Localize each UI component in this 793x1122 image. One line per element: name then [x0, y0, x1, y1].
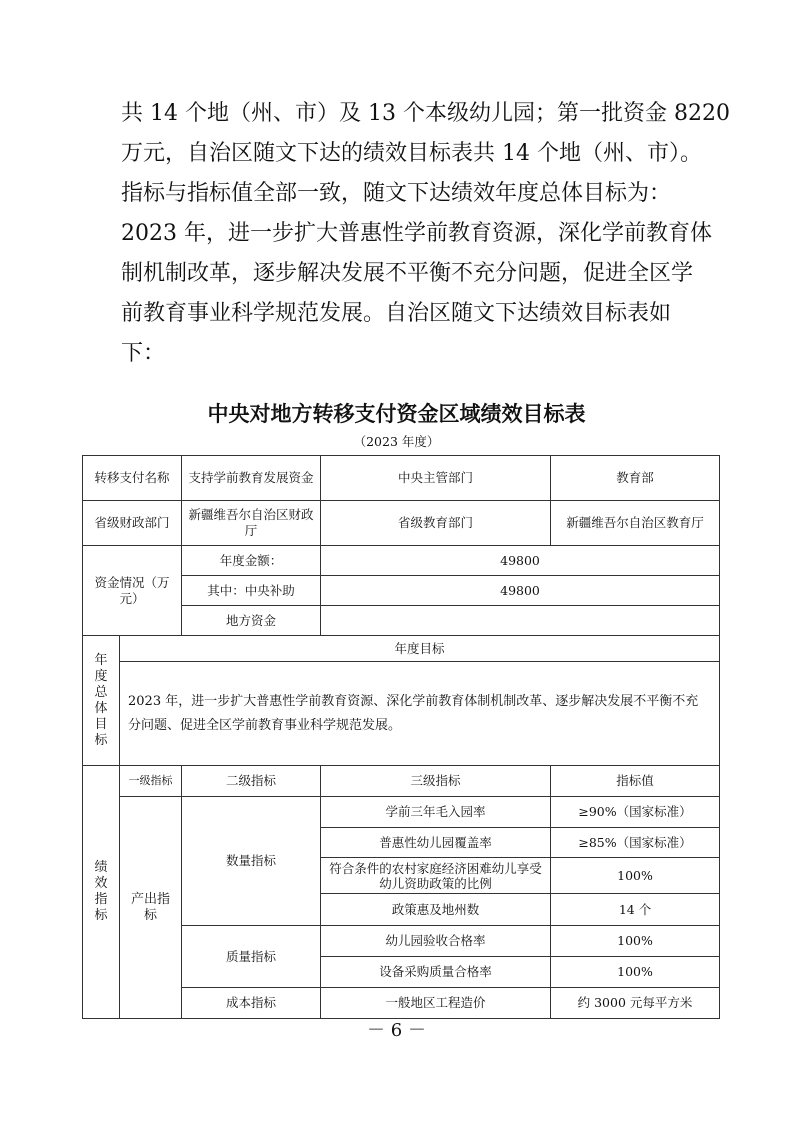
- transfer-name-value: 支持学前教育发展资金: [182, 456, 321, 501]
- performance-indicator-label: 绩 效 指 标: [83, 766, 120, 1019]
- page-number: － 6 －: [367, 1020, 426, 1041]
- annual-amount-value: 49800: [321, 546, 720, 576]
- prov-edu-value: 新疆维吾尔自治区教育厅: [551, 501, 720, 546]
- central-subsidy-value: 49800: [321, 576, 720, 606]
- col-level2-header: 二级指标: [182, 766, 321, 797]
- indicator-value: ≥85%（国家标准）: [551, 828, 720, 858]
- annual-goal-text: 2023 年，进一步扩大普惠性学前教育资源、深化学前教育体制机制改革、逐步解决发展不平衡不充分问题、促进全区学前教育事业科学规范发展。: [120, 662, 720, 766]
- indicator-name: 政策惠及地州数: [321, 894, 551, 926]
- indicator-value: 100%: [551, 926, 720, 957]
- indicator-name: 普惠性幼儿园覆盖率: [321, 828, 551, 858]
- paragraph-line: 万元，自治区随文下达的绩效目标表共 14 个地（州、市）。: [121, 141, 702, 166]
- central-dept-label: 中央主管部门: [321, 456, 551, 501]
- indicator-name: 一般地区工程造价: [321, 988, 551, 1019]
- annual-amount-label: 年度金额：: [182, 546, 321, 576]
- transfer-name-label: 转移支付名称: [83, 456, 182, 501]
- indicator-name: 设备采购质量合格率: [321, 957, 551, 988]
- indicator-name: 幼儿园验收合格率: [321, 926, 551, 957]
- col-level3-header: 三级指标: [321, 766, 551, 797]
- prov-edu-label: 省级教育部门: [321, 501, 551, 546]
- overall-goal-label: 年 度 总 体 目 标: [83, 636, 120, 766]
- central-subsidy-label: 其中：中央补助: [182, 576, 321, 606]
- col-value-header: 指标值: [551, 766, 720, 797]
- cost-indicator-label: 成本指标: [182, 988, 321, 1019]
- performance-target-table: [82, 455, 720, 1019]
- quality-indicator-label: 质量指标: [182, 926, 321, 988]
- paragraph-line: 指标与指标值全部一致，随文下达绩效年度总体目标为：: [121, 181, 672, 206]
- body-paragraph: [121, 94, 730, 374]
- indicator-value: 100%: [551, 957, 720, 988]
- local-funds-value: [321, 606, 720, 636]
- table-subtitle: （2023 年度）: [353, 434, 440, 449]
- col-level1-header: 一级指标: [120, 766, 182, 797]
- indicator-value: ≥90%（国家标准）: [551, 797, 720, 828]
- indicator-name: 符合条件的农村家庭经济困难幼儿享受幼儿资助政策的比例: [321, 858, 551, 894]
- paragraph-line: 下：: [121, 341, 166, 366]
- central-dept-value: 教育部: [551, 456, 720, 501]
- prov-finance-value: 新疆维吾尔自治区财政厅: [182, 501, 321, 546]
- indicator-value: 约 3000 元每平方米: [551, 988, 720, 1019]
- output-indicator-label: 产出指 标: [120, 797, 182, 1019]
- paragraph-line: 前教育事业科学规范发展。自治区随文下达绩效目标表如: [121, 301, 672, 326]
- indicator-name: 学前三年毛入园率: [321, 797, 551, 828]
- paragraph-line: 共 14 个地（州、市）及 13 个本级幼儿园；第一批资金 8220: [121, 101, 730, 126]
- quantity-indicator-label: 数量指标: [182, 797, 321, 926]
- prov-finance-label: 省级财政部门: [83, 501, 182, 546]
- local-funds-label: 地方资金: [182, 606, 321, 636]
- paragraph-line: 2023 年，进一步扩大普惠性学前教育资源，深化学前教育体: [121, 221, 712, 246]
- annual-goal-header: 年度目标: [120, 636, 720, 662]
- indicator-value: 14 个: [551, 894, 720, 926]
- paragraph-line: 制机制改革，逐步解决发展不平衡不充分问题，促进全区学: [121, 261, 694, 286]
- funds-label: 资金情况（万元）: [83, 546, 182, 636]
- table-title: 中央对地方转移支付资金区域绩效目标表: [207, 402, 586, 426]
- indicator-value: 100%: [551, 858, 720, 894]
